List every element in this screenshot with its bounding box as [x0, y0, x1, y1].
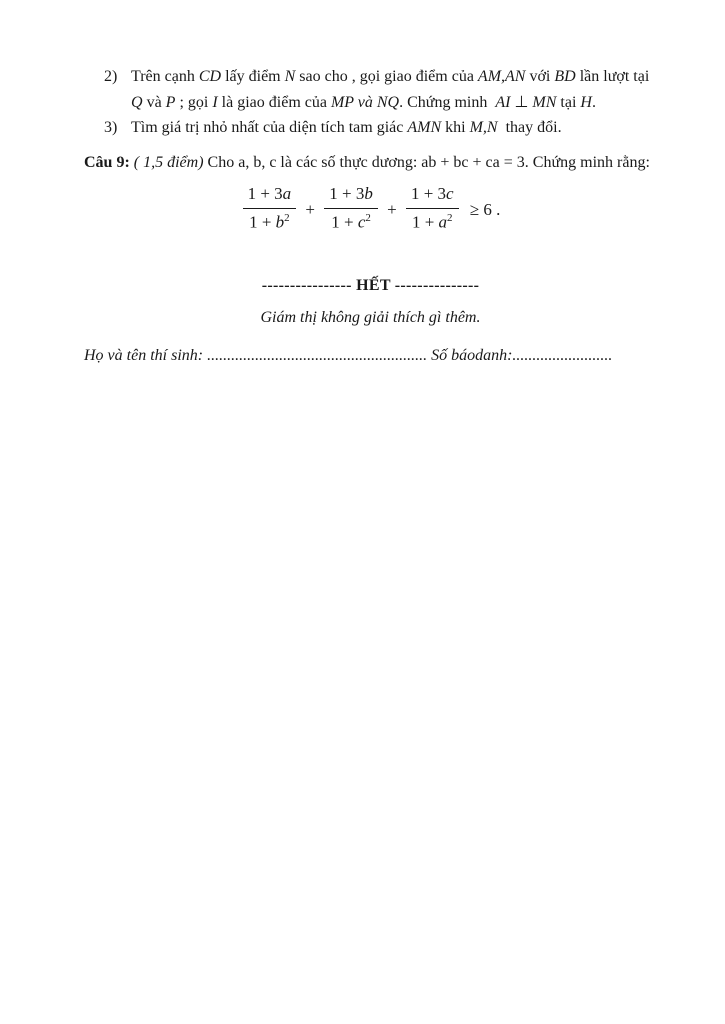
text-segment: lấy điểm — [221, 68, 285, 85]
numerator-variable: a — [282, 184, 292, 204]
proctor-note: Giám thị không giải thích gì thêm. — [260, 308, 481, 326]
end-divider: ---------------- HẾT --------------- — [261, 276, 480, 294]
numerator-text: 1 + 3 — [329, 184, 365, 204]
text-segment: P — [165, 93, 176, 111]
exponent: 2 — [447, 212, 453, 225]
numerator-variable: b — [364, 184, 373, 204]
denominator-variable: c — [357, 212, 366, 232]
numerator — [324, 183, 378, 209]
text-segment: BD — [554, 68, 576, 85]
numerator-text: 1 + 3 — [410, 184, 447, 204]
text-segment: AI — [495, 93, 511, 111]
numerator — [406, 183, 459, 209]
plus-operator: + — [305, 199, 315, 219]
text-segment: AM,AN — [477, 68, 526, 85]
item-number: 3) — [104, 119, 118, 137]
denominator-text: 1 + — [411, 212, 439, 232]
text-segment: M,N — [469, 119, 498, 137]
text-segment: Trên cạnh — [131, 68, 199, 85]
denominator — [406, 209, 459, 235]
text-segment: H — [580, 93, 592, 111]
inequality-formula — [84, 183, 657, 235]
denominator — [324, 209, 378, 235]
plus-operator: + — [387, 199, 397, 219]
text-segment: CD — [198, 68, 222, 85]
text-segment: . — [591, 93, 596, 111]
question-label: Câu 9: — [84, 153, 130, 171]
question-text: Cho a, b, c là các số thực dương: ab + bc + ca = 3. Chứng minh rằng: — [203, 153, 650, 171]
text-segment: AMN — [407, 119, 442, 137]
perpendicular-symbol: ⊥ — [510, 93, 533, 111]
points-note: ( 1,5 điểm) — [129, 153, 204, 171]
text-segment: lần lượt tại — [575, 68, 650, 85]
list-item-3 — [104, 115, 657, 141]
list-item-2 — [104, 64, 657, 115]
text-segment: Q — [131, 93, 143, 111]
text-segment: MP và NQ — [330, 93, 400, 111]
denominator-text: 1 + — [249, 212, 276, 232]
inequality-tail: ≥ 6 . — [469, 199, 501, 219]
text-segment: ; gọi — [175, 93, 213, 111]
fraction-2 — [324, 183, 378, 235]
text-segment: và — [142, 93, 166, 111]
denominator-variable: a — [438, 212, 448, 232]
question-9-paragraph — [84, 150, 657, 176]
denominator — [243, 209, 297, 235]
text-segment: sao cho , gọi giao điểm của — [295, 68, 478, 85]
fraction-1 — [243, 183, 297, 235]
text-segment: Tìm giá trị nhỏ nhất của diện tích tam giác — [131, 119, 408, 137]
exponent: 2 — [365, 212, 371, 225]
text-segment: MN — [532, 93, 557, 111]
text-segment: khi — [441, 119, 470, 137]
fraction-3 — [406, 183, 459, 235]
denominator-variable: b — [275, 212, 285, 232]
text-segment: thay đổi. — [497, 119, 562, 137]
exercise-list — [84, 64, 657, 141]
text-segment: . Chứng minh — [399, 93, 496, 111]
text-segment: là giao điểm của — [217, 93, 331, 111]
denominator-text: 1 + — [331, 212, 358, 232]
text-segment: I — [212, 93, 218, 111]
text-segment: tại — [556, 93, 581, 111]
numerator-text: 1 + 3 — [247, 184, 283, 204]
text-segment: với — [525, 68, 555, 85]
item-text — [131, 115, 657, 141]
item-number: 2) — [104, 68, 118, 85]
numerator-variable: c — [446, 184, 454, 204]
text-segment: N — [284, 68, 296, 85]
numerator — [243, 183, 297, 209]
candidate-name-line: Họ và tên thí sinh: ....................................................... Số báodanh:......................... — [84, 347, 613, 365]
exponent: 2 — [284, 212, 290, 225]
item-text — [131, 64, 657, 115]
